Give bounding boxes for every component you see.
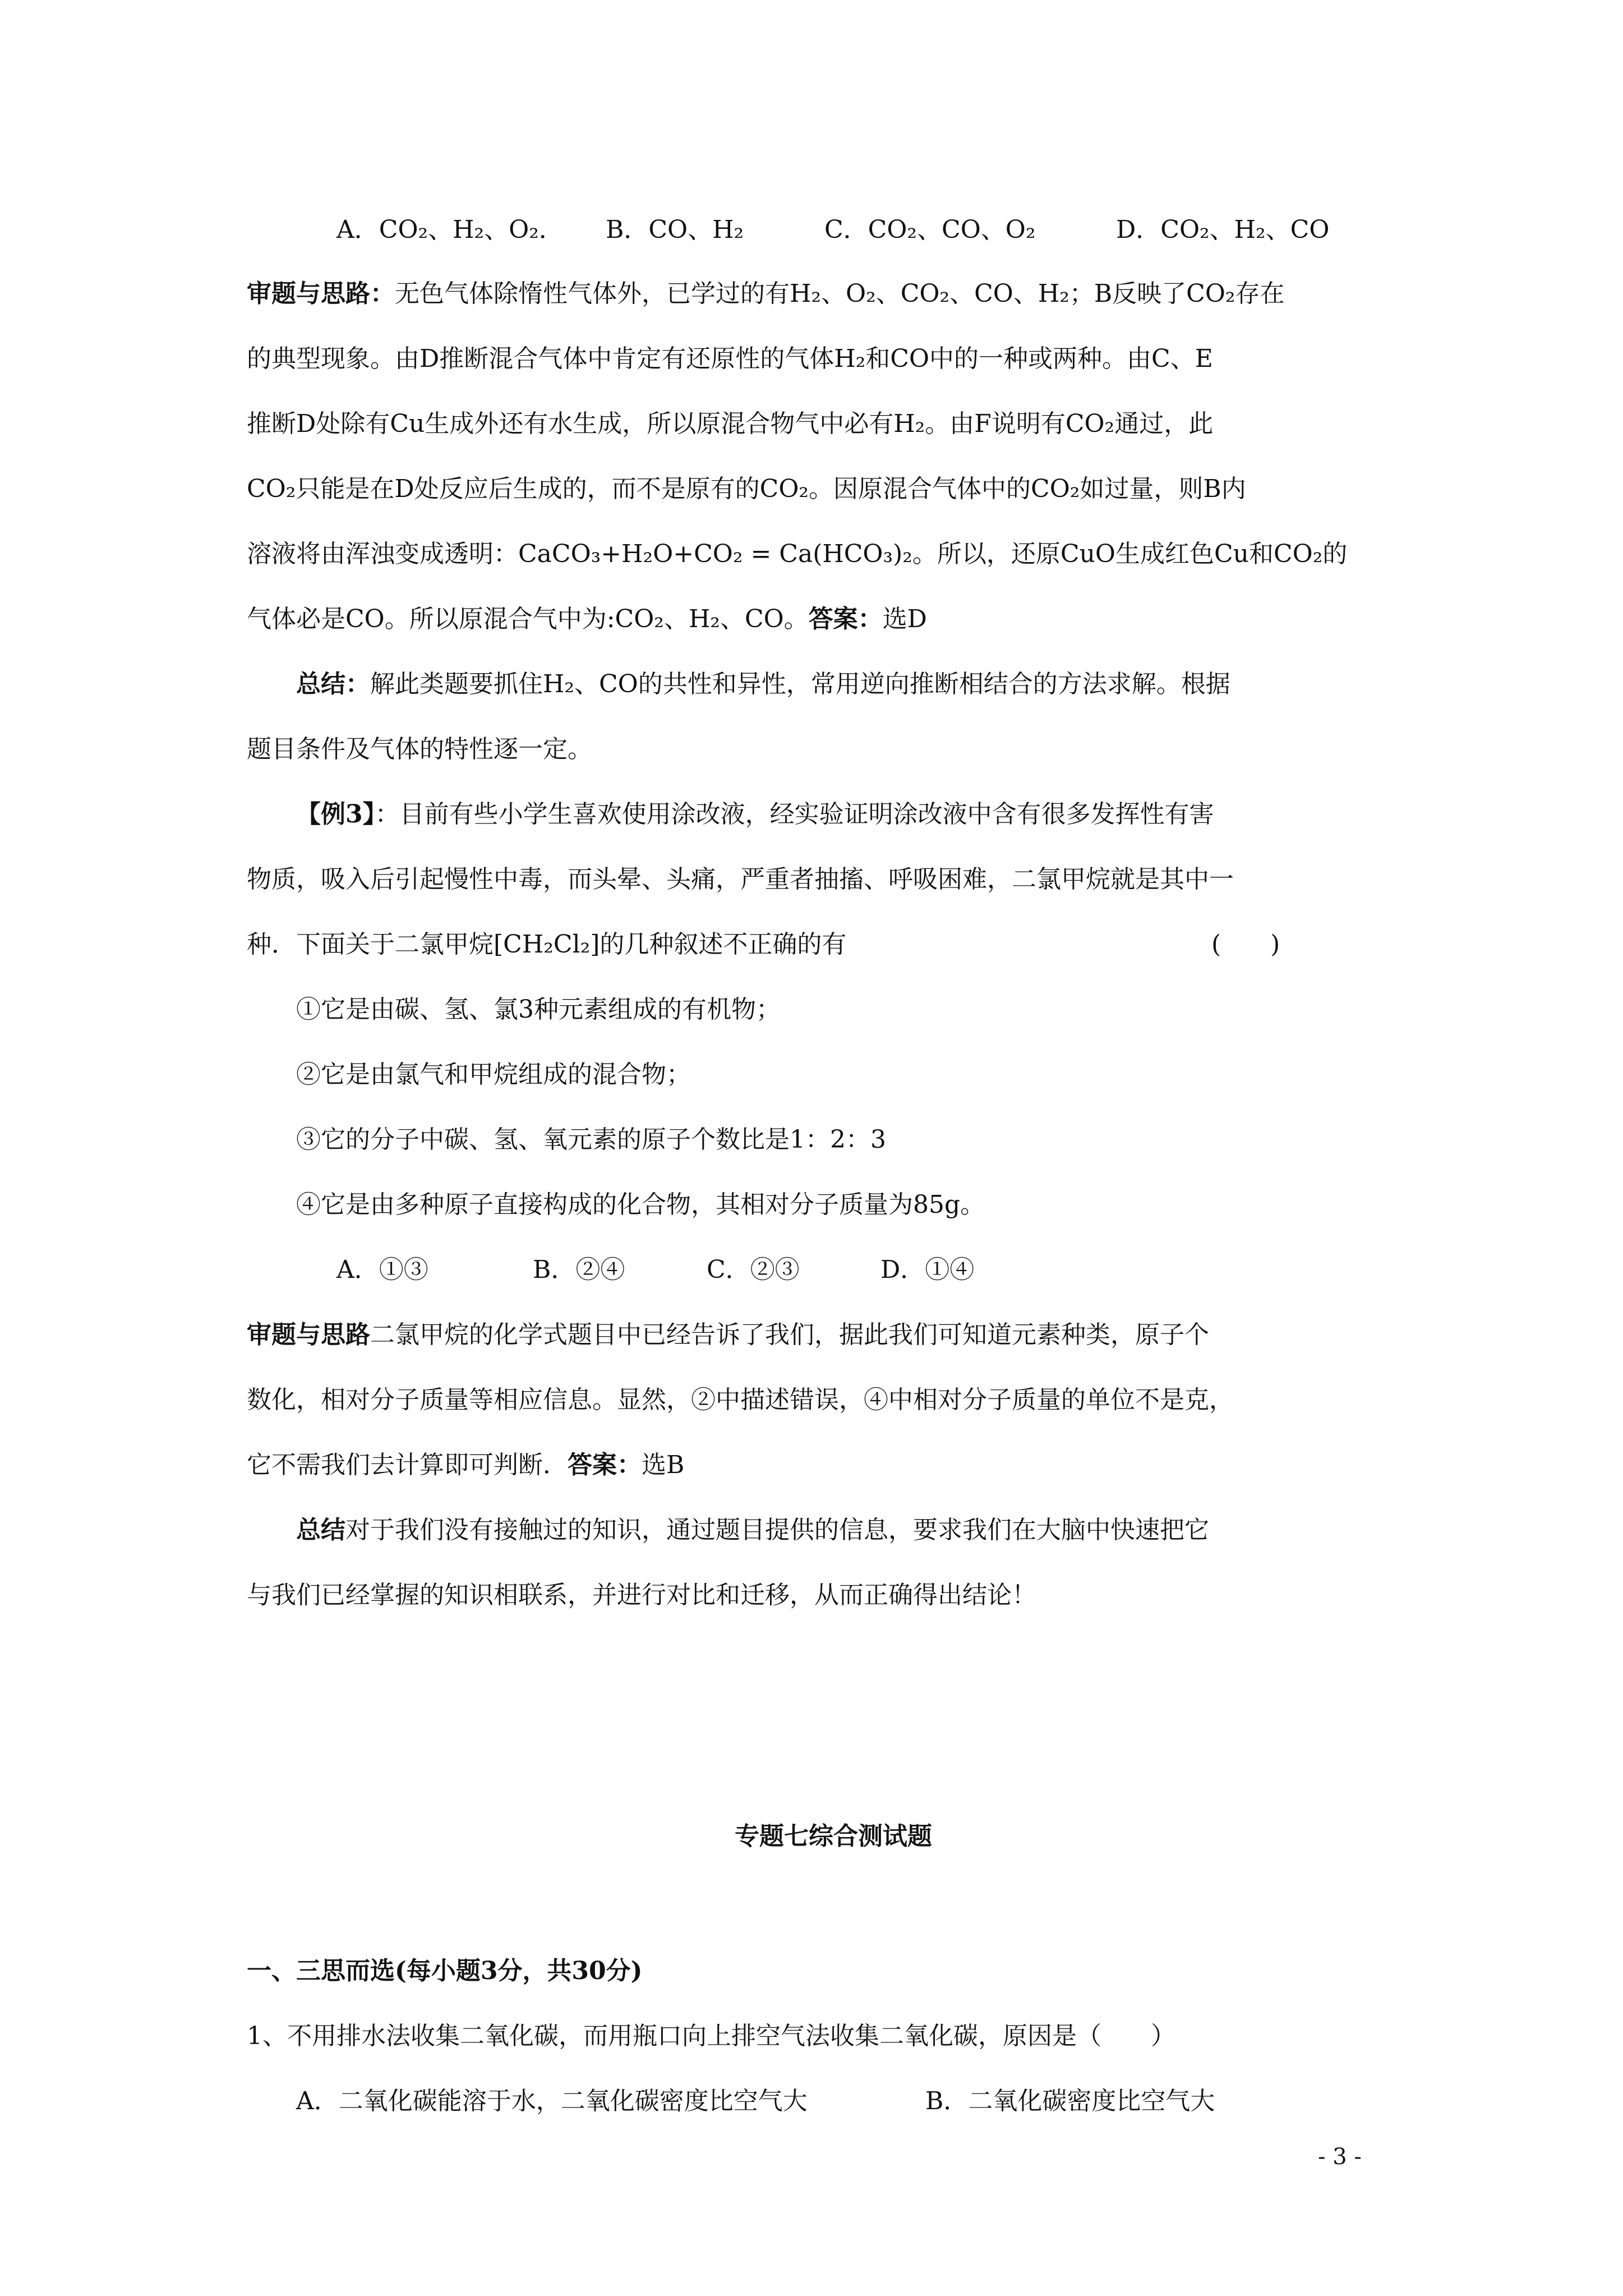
- ex3-line-3: 种．下面关于二氯甲烷[CH₂Cl₂]的几种叙述不正确的有: [247, 930, 847, 959]
- ex2-analysis-line-6: 气体必是CO。所以原混合气中为:CO₂、H₂、CO。答案：选D: [247, 605, 927, 633]
- ex3-line-2: 物质，吸入后引起慢性中毒，而头晕、头痛，严重者抽搐、呼吸困难，二氯甲烷就是其中一: [247, 865, 1234, 894]
- ex3-answer-label: 答案：: [568, 1451, 642, 1479]
- ex2-analysis-line-4: CO₂只能是在D处反应后生成的，而不是原有的CO₂。因原混合气体中的CO₂如过量，则B内: [247, 475, 1246, 503]
- ex3-summary-line-1: 总结对于我们没有接触过的知识，通过题目提供的信息，要求我们在大脑中快速把它: [296, 1516, 1209, 1544]
- ex3-line-1: 【例3】：目前有些小学生喜欢使用涂改液，经实验证明涂改液中含有很多发挥性有害: [296, 800, 1214, 829]
- ex3-statement-4: ④它是由多种原子直接构成的化合物，其相对分子质量为85g。: [296, 1190, 985, 1219]
- ex2-analysis-label: 审题与思路：: [247, 279, 395, 308]
- ex3-statement-2: ②它是由氯气和甲烷组成的混合物；: [296, 1060, 691, 1089]
- ex3-statement-3: ③它的分子中碳、氢、氧元素的原子个数比是1：2：3: [296, 1125, 886, 1154]
- ex2-summary-line-1: 总结：解此类题要抓住H₂、CO的共性和异性，常用逆向推断相结合的方法求解。根据: [296, 670, 1230, 698]
- ex3-option-b: B．②④: [533, 1255, 625, 1284]
- ex3-analysis-line-2: 数化，相对分子质量等相应信息。显然，②中描述错误，④中相对分子质量的单位不是克，: [247, 1386, 1234, 1414]
- question-1: 1、不用排水法收集二氧化碳，而用瓶口向上排空气法收集二氧化碳，原因是（ ）: [247, 2022, 1175, 2050]
- ex2-analysis-line-1: 审题与思路：无色气体除惰性气体外，已学过的有H₂、O₂、CO₂、CO、H₂；B反映了CO₂存在: [247, 279, 1285, 308]
- ex2-analysis-line-3: 推断D处除有Cu生成外还有水生成，所以原混合物气中必有H₂。由F说明有CO₂通过，此: [247, 409, 1214, 438]
- ex2-analysis-line-5: 溶液将由浑浊变成透明：CaCO₃+H₂O+CO₂ = Ca(HCO₃)₂。所以，还原CuO生成红色Cu和CO₂的: [247, 540, 1348, 568]
- ex3-statement-1: ①它是由碳、氢、氯3种元素组成的有机物；: [296, 995, 781, 1024]
- ex3-analysis-line-1: 审题与思路二氯甲烷的化学式题目中已经告诉了我们，据此我们可知道元素种类，原子个: [247, 1320, 1209, 1349]
- ex3-option-d: D．①④: [880, 1255, 975, 1284]
- ex3-summary-label: 总结: [296, 1516, 345, 1544]
- ex3-analysis-line-3: 它不需我们去计算即可判断．答案：选B: [247, 1451, 685, 1479]
- ex3-summary-line-2: 与我们已经掌握的知识相联系，并进行对比和迁移，从而正确得出结论！: [247, 1581, 1036, 1609]
- ex2-answer: 选D: [882, 605, 927, 633]
- section-1-heading: 一、三思而选(每小题3分，共30分): [247, 1957, 643, 1985]
- ex2-option-d: D．CO₂、H₂、CO: [1116, 215, 1330, 244]
- ex3-answer: 选B: [642, 1451, 685, 1479]
- ex3-option-c: C．②③: [707, 1255, 800, 1284]
- ex2-summary-label: 总结：: [296, 670, 370, 698]
- ex3-label: 【例3】: [296, 800, 375, 829]
- ex2-summary-line-2: 题目条件及气体的特性逐一定。: [247, 735, 592, 763]
- page-number: - 3 -: [1318, 2144, 1362, 2170]
- ex2-answer-label: 答案：: [808, 605, 883, 633]
- test-title: 专题七综合测试题: [735, 1822, 932, 1851]
- ex2-option-a: A．CO₂、H₂、O₂．: [336, 215, 564, 244]
- ex3-analysis-label: 审题与思路: [247, 1320, 370, 1349]
- ex2-option-c: C．CO₂、CO、O₂: [824, 215, 1036, 244]
- question-1-option-b: B．二氧化碳密度比空气大: [925, 2087, 1215, 2115]
- ex3-answer-bracket: ( ): [1211, 930, 1280, 959]
- ex3-option-a: A．①③: [336, 1255, 428, 1284]
- question-1-option-a: A．二氧化碳能溶于水，二氧化碳密度比空气大: [296, 2087, 808, 2115]
- ex2-analysis-line-2: 的典型现象。由D推断混合气体中肯定有还原性的气体H₂和CO中的一种或两种。由C、E: [247, 344, 1213, 373]
- ex2-option-b: B．CO、H₂: [606, 215, 744, 244]
